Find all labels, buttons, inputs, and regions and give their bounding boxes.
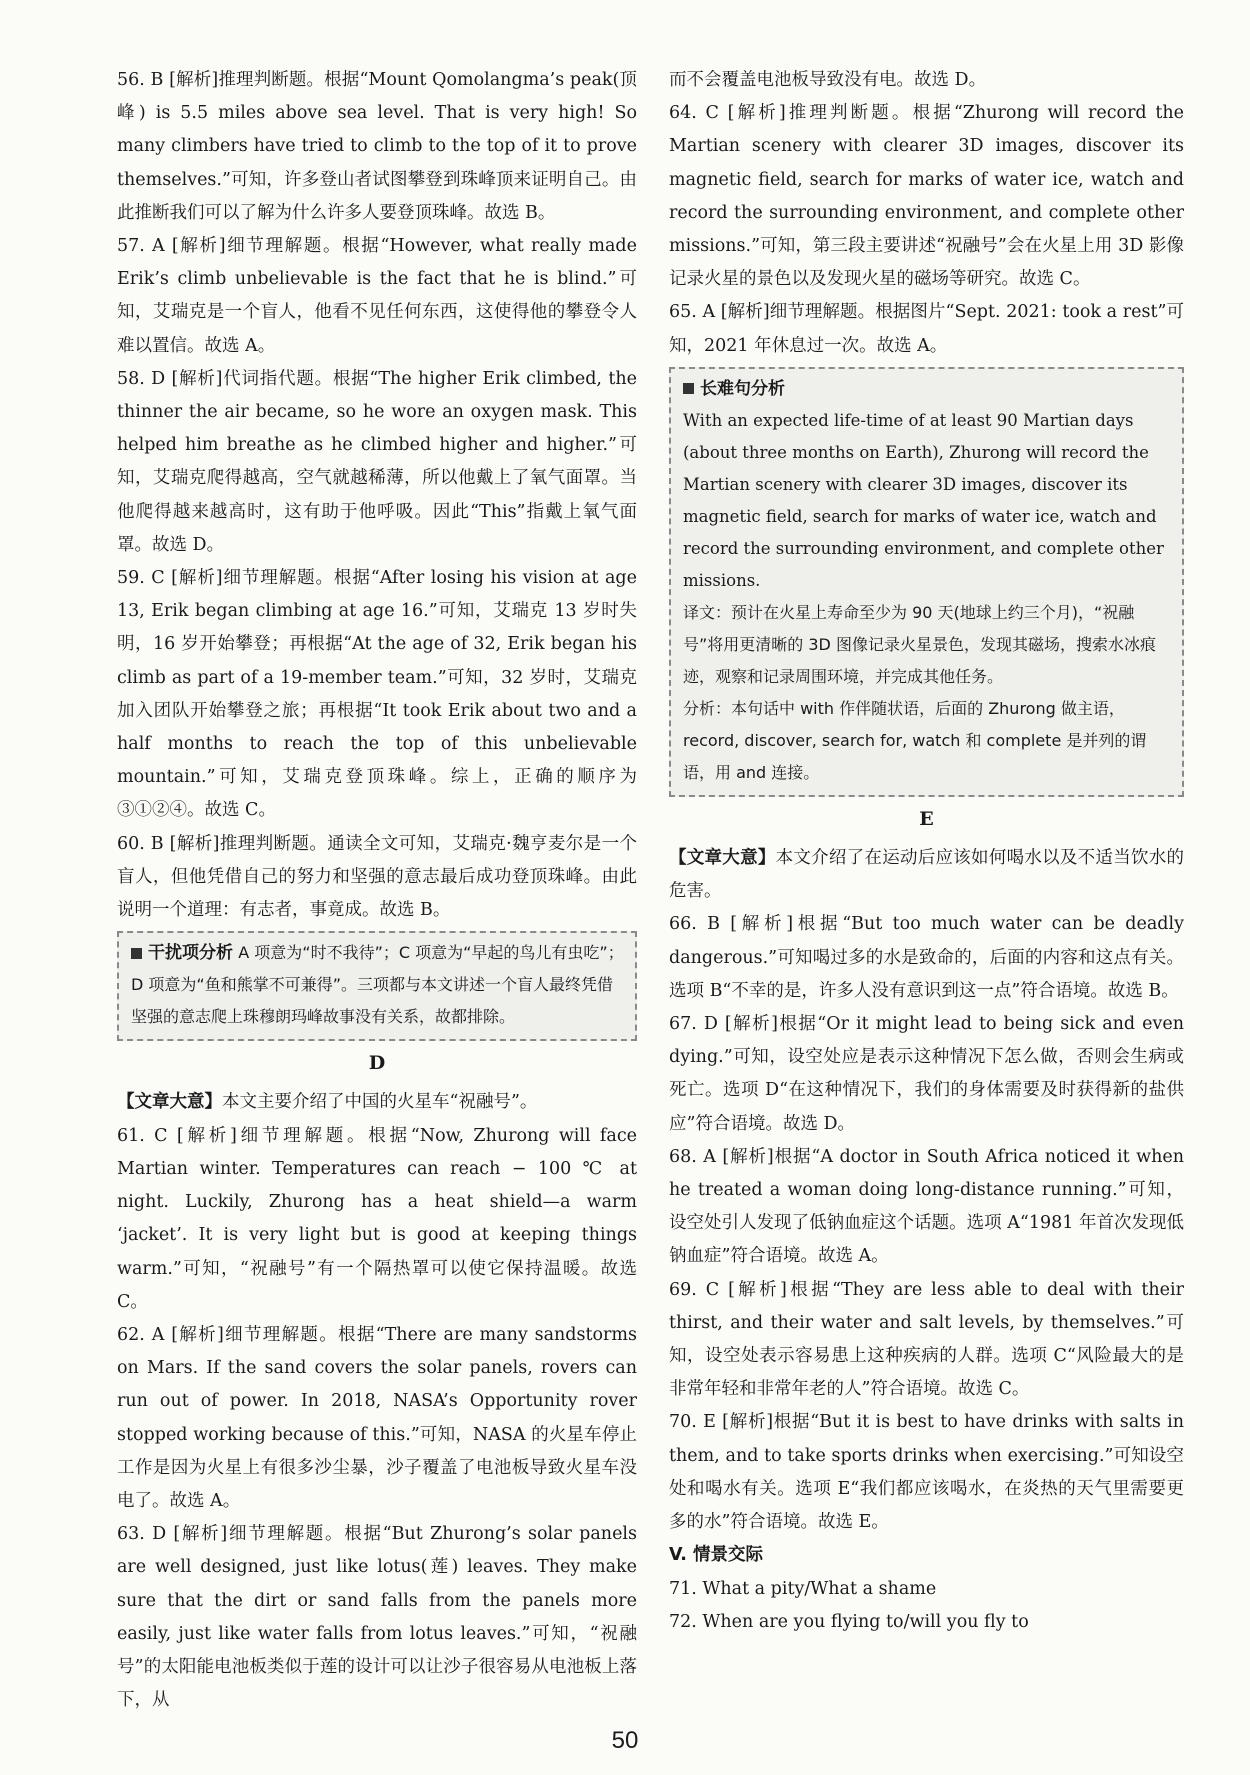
square-bullet-icon	[131, 948, 142, 959]
answer-65: 65. A [解析]细节理解题。根据图片“Sept. 2021: took a rest”可知，2021 年休息过一次。故选 A。	[669, 302, 1184, 356]
long-sentence-translation: 译文：预计在火星上寿命至少为 90 天(地球上约三个月)，“祝融号”将用更清晰的 3D 图像记录火星景色，发现其磁场，搜索水冰痕迹，观察和记录周围环境，并完成其他任务。	[683, 602, 1156, 686]
long-sentence-title: 长难句分析	[683, 373, 1172, 405]
answer-61: 61. C [解析]细节理解题。根据“Now, Zhurong will face Martian winter. Temperatures can reach − 100 ℃ at night. Luckily, Zhurong has a heat shield—a warm ‘jacket’. It is very light but is good at keeping things warm.”可知，“祝融号”有一个隔热罩可以使它保持温暖。故选 C。	[117, 1125, 637, 1312]
answer-68: 68. A [解析]根据“A doctor in South Africa noticed it when he treated a woman doing long-distance running.”可知，设空处引人发现了低钠血症这个话题。选项 A“1981 年首次发现低钠血症”符合语境。故选 A。	[669, 1146, 1184, 1267]
long-sentence-text: With an expected life-time of at least 90 Martian days (about three months on Earth), Zhurong will record the Martian scenery with clearer 3D images, discover its magnetic field, search for marks of water ice, watch and record the surrounding environment, and complete other missions.	[683, 410, 1164, 590]
page-number: 50	[611, 1727, 639, 1754]
section-e-heading: E	[919, 807, 934, 830]
section-e-summary: 【文章大意】本文介绍了在运动后应该如何喝水以及不适当饮水的危害。	[669, 848, 1185, 902]
answer-70: 70. E [解析]根据“But it is best to have drinks with salts in them, and to take sports drinks when exercising.”可知设空处和喝水有关。选项 E“我们都应该喝水，在炎热的天气里需要更多的水”符合语境。故选 E。	[669, 1412, 1184, 1533]
right-column	[669, 64, 1184, 1639]
answer-58: 58. D [解析]代词指代题。根据“The higher Erik climbed, the thinner the air became, so he wore an oxygen mask. This helped him breathe as he climbed higher and higher.”可知，艾瑞克爬得越高，空气就越稀薄，所以他戴上了氧气面罩。当他爬得越来越高时，这有助于他呼吸。因此“This”指戴上氧气面罩。故选 D。	[117, 368, 637, 555]
answer-66: 66. B [解析]根据“But too much water can be deadly dangerous.”可知喝过多的水是致命的，后面的内容和这点有关。选项 B“不幸的是，许多人没有意识到这一点”符合语境。故选 B。	[669, 914, 1184, 1001]
section-v-heading: V. 情景交际	[669, 1545, 764, 1566]
answer-57: 57. A [解析]细节理解题。根据“However, what really made Erik’s climb unbelievable is the fact that he is blind.”可知，艾瑞克是一个盲人，他看不见任何东西，这使得他的攀登令人难以置信。故选 A。	[117, 236, 637, 356]
answer-69: 69. C [解析]根据“They are less able to deal with their thirst, and their water and salt levels, by themselves.”可知，设空处表示容易患上这种疾病的人群。选项 C“风险最大的是非常年轻和非常年老的人”符合语境。故选 C。	[669, 1279, 1184, 1400]
long-sentence-analysis-box	[669, 367, 1184, 797]
answer-59: 59. C [解析]细节理解题。根据“After losing his vision at age 13, Erik began climbing at age 16.”可知，艾瑞克 13 岁时失明，16 岁开始攀登；再根据“At the age of 32, Erik began his climb as part of a 19-member team.”可知，32 岁时，艾瑞克加入团队开始攀登之旅；再根据“It took Erik about two and a half months to reach the top of this unbelievable mountain.”可知，艾瑞克登顶珠峰。综上，正确的顺序为③①②④。故选 C。	[117, 568, 637, 821]
answer-63-continued: 而不会覆盖电池板导致没有电。故选 D。	[669, 70, 987, 90]
long-sentence-analysis: 分析：本句话中 with 作伴随状语，后面的 Zhurong 做主语，record, discover, search for, watch 和 complete 是并列的谓语，用 and 连接。	[683, 698, 1147, 782]
answer-72: 72. When are you flying to/will you fly to	[669, 1611, 1029, 1632]
answer-67: 67. D [解析]根据“Or it might lead to being sick and even dying.”可知，设空处应是表示这种情况下怎么做，否则会生病或死亡。选项 D“在这种情况下，我们的身体需要及时获得新的盐供应”符合语境。故选 D。	[669, 1014, 1184, 1134]
answer-60: 60. B [解析]推理判断题。通读全文可知，艾瑞克·魏亨麦尔是一个盲人，但他凭借自己的努力和坚强的意志最后成功登顶珠峰。由此说明一个道理：有志者，事竟成。故选 B。	[117, 833, 637, 921]
distractor-analysis-title: 干扰项分析	[131, 943, 233, 963]
answer-64: 64. C [解析]推理判断题。根据“Zhurong will record the Martian scenery with clearer 3D images, discover its magnetic field, search for marks of water ice, watch and record the surrounding environment, and complete other missions.”可知，第三段主要讲述“祝融号”会在火星上用 3D 影像记录火星的景色以及发现火星的磁场等研究。故选 C。	[669, 103, 1184, 290]
square-bullet-icon	[683, 383, 694, 394]
answer-62: 62. A [解析]细节理解题。根据“There are many sandstorms on Mars. If the sand covers the solar panels, rovers can run out of power. In 2018, NASA’s Opportunity rover stopped working because of this.”可知，NASA 的火星车停止工作是因为火星上有很多沙尘暴，沙子覆盖了电池板导致火星车没电了。故选 A。	[117, 1324, 637, 1511]
distractor-analysis-text: A 项意为“时不我待”；C 项意为“早起的鸟儿有虫吃”；D 项意为“鱼和熊掌不可兼得”。三项都与本文讲述一个盲人最终凭借坚强的意志爬上珠穆朗玛峰故事没有关系，故都排除。	[131, 943, 624, 1027]
answer-56: 56. B [解析]推理判断题。根据“Mount Qomolangma’s peak(顶峰) is 5.5 miles above sea level. That is very high! So many climbers have tried to climb to the top of it to prove themselves.”可知，许多登山者试图攀登到珠峰顶来证明自己。由此推断我们可以了解为什么许多人要登顶珠峰。故选 B。	[117, 70, 637, 223]
distractor-analysis-box	[117, 931, 637, 1041]
answer-71: 71. What a pity/What a shame	[669, 1578, 937, 1599]
section-d-heading: D	[368, 1052, 386, 1075]
section-d-summary: 【文章大意】本文主要介绍了中国的火星车“祝融号”。	[117, 1092, 538, 1113]
left-column	[117, 64, 637, 1717]
answer-63: 63. D [解析]细节理解题。根据“But Zhurong’s solar panels are well designed, just like lotus(莲) leaves. They make sure that the dirt or sand falls from the panels more easily, just like water falls from lotus leaves.”可知，“祝融号”的太阳能电池板类似于莲的设计可以让沙子很容易从电池板上落下，从	[117, 1524, 637, 1711]
